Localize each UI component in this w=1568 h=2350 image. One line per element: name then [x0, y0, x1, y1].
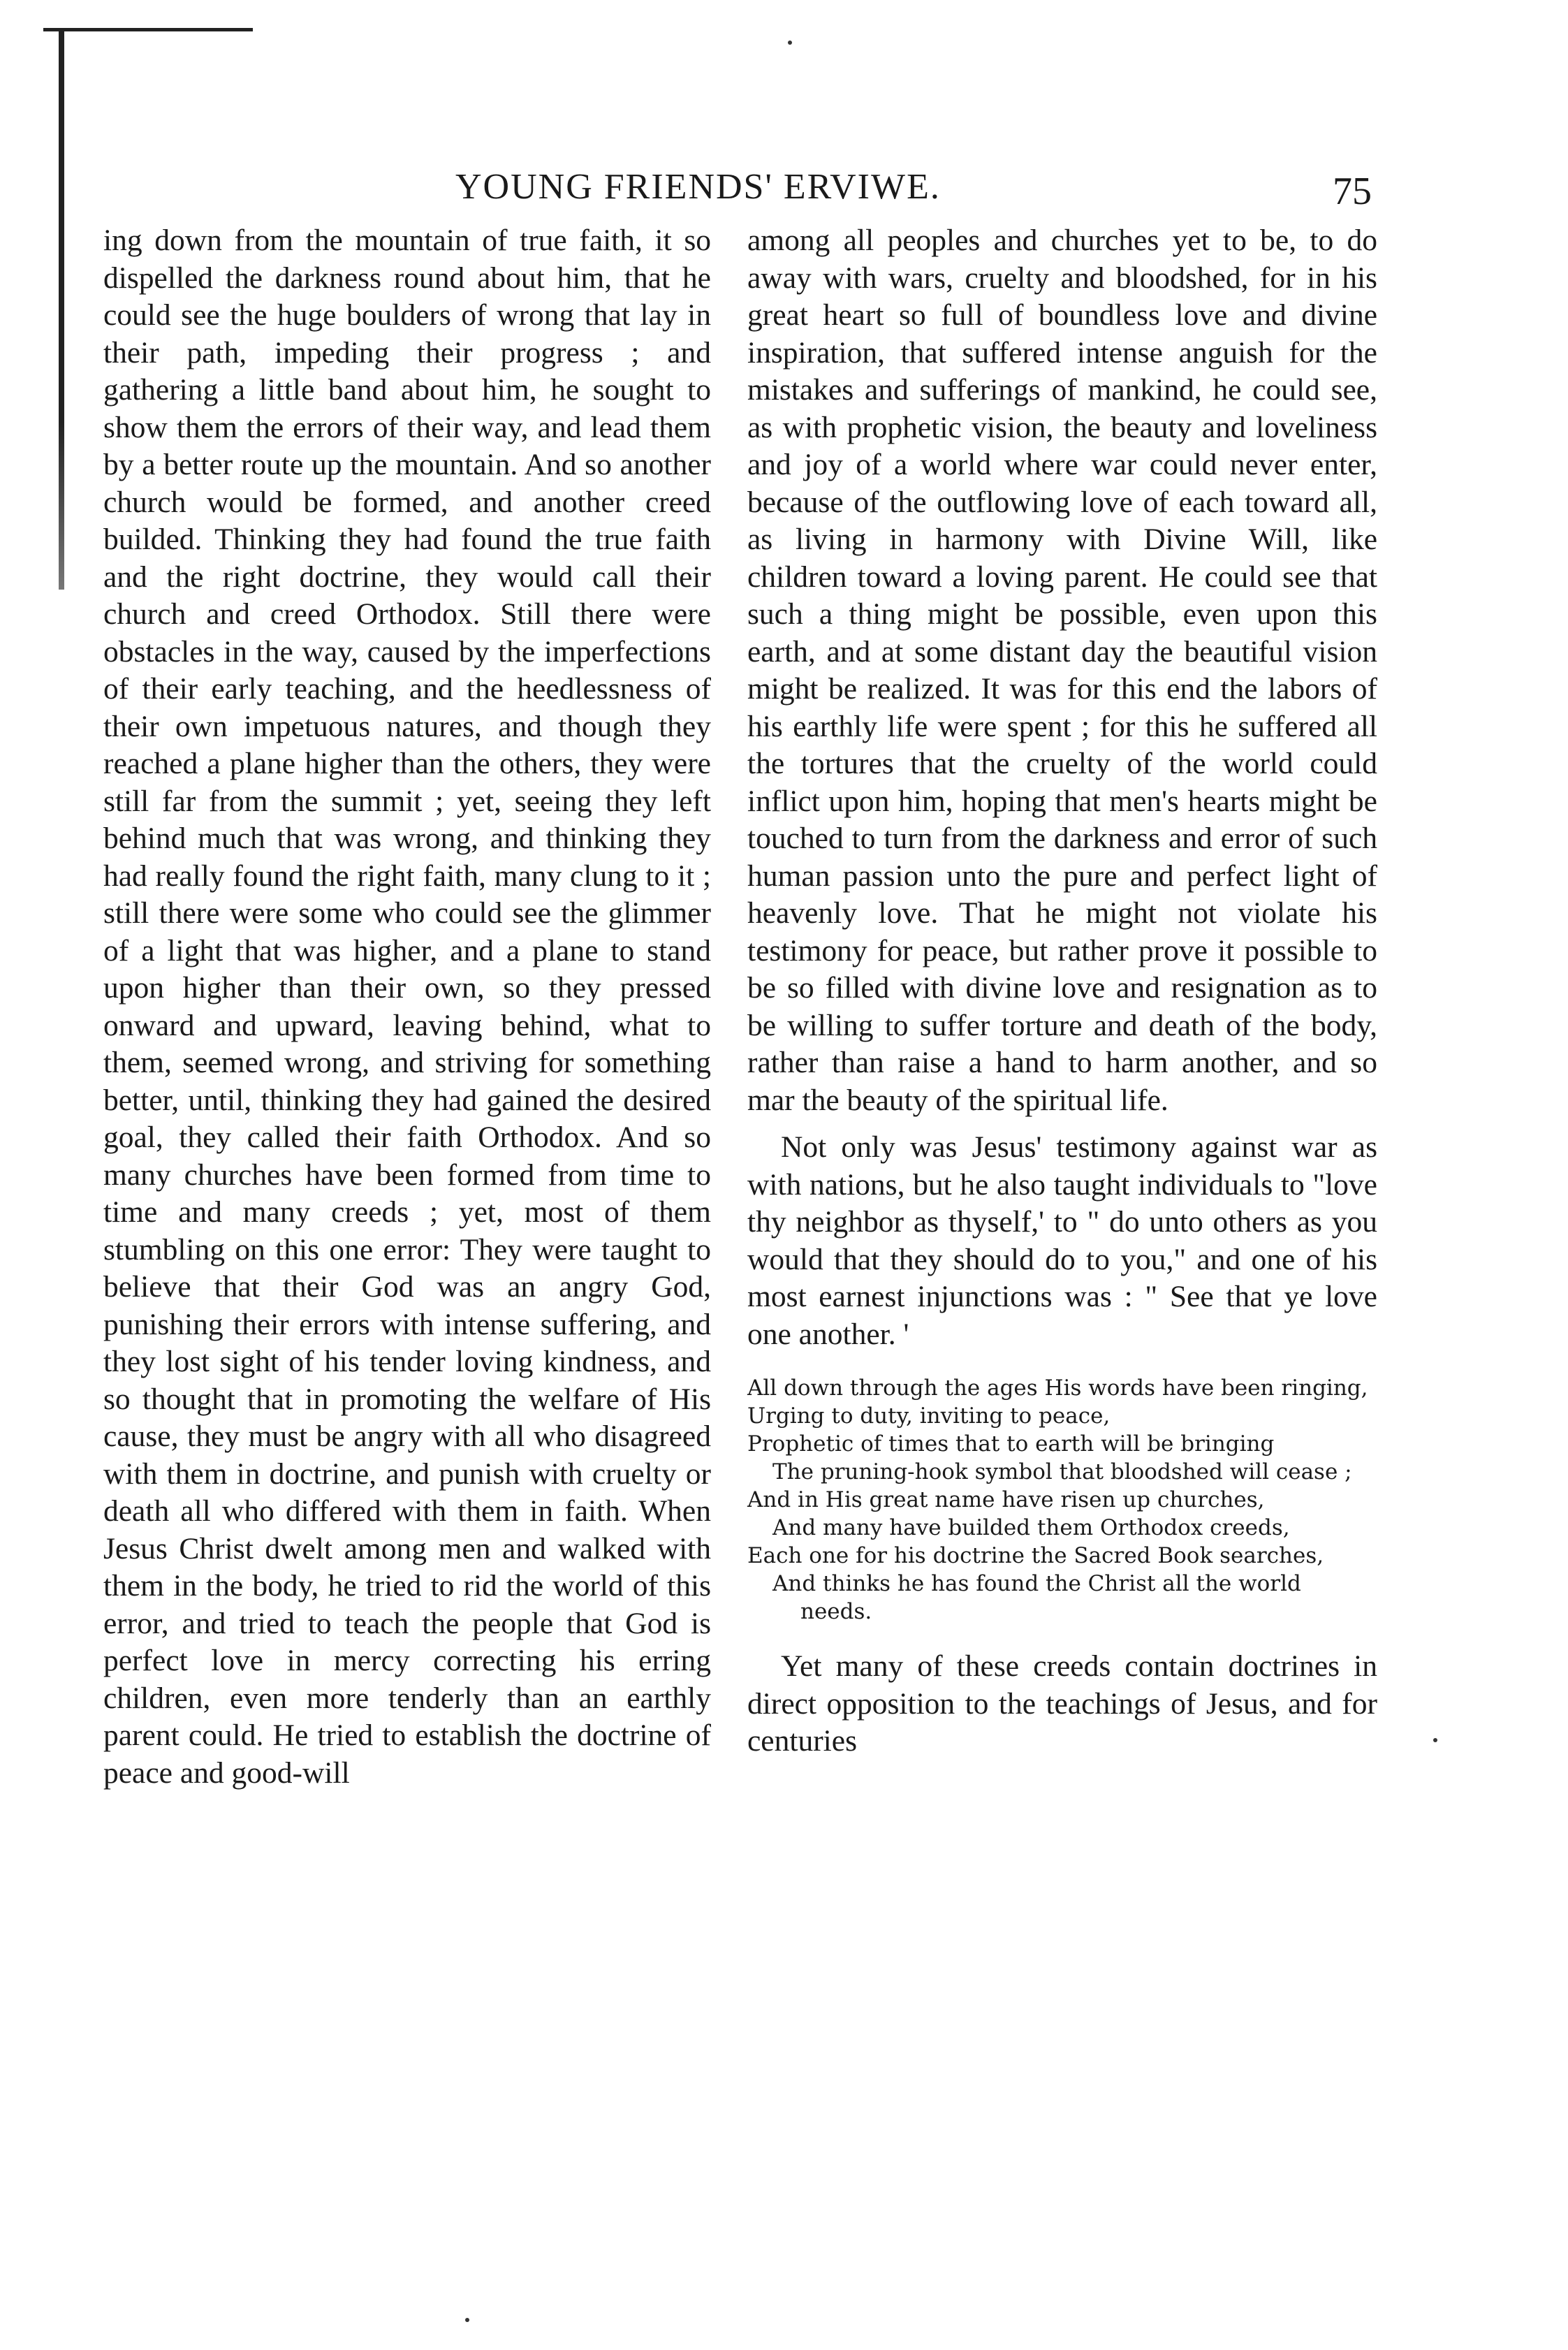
left-column: [103, 222, 711, 1792]
right-paragraph-3: Yet many of these creeds contain doctrines in direct opposition to the teachings of Jesus, and for centuries: [747, 1649, 1377, 1758]
page-number: 75: [1333, 170, 1372, 213]
poem-line: The pruning-hook symbol that bloodshed will cease ;: [772, 1459, 1352, 1484]
left-paragraph: ing down from the mountain of true faith, it so dispelled the darkness round about him, that he could see the huge boulders of wrong that lay in their path, impeding their progress ; and gathering a little band about him, he sought to show them the errors of their way, and lead them by a better route up the mountain. And so another church would be formed, and another creed builded. Thinking they had found the true faith and the right doctrine, they would call their church and creed Orthodox. Still there were obstacles in the way, caused by the imperfections of their early teaching, and the heedlessness of their own impetuous natures, and though they reached a plane higher than the others, they were still far from the summit ; yet, seeing they left behind much that was wrong, and thinking they had really found the right faith, many clung to it ; still there were some who could see the glimmer of a light that was higher, and a plane to stand upon higher than their own, so they pressed onward and upward, leaving behind, what to them, seemed wrong, and striving for something better, until, thinking they had gained the desired goal, they called their faith Orthodox. And so many churches have been formed from time to time and many creeds ; yet, most of them stumbling on this one error: They were taught to believe that their God was an angry God, punishing their errors with intense suffering, and they lost sight of his tender loving kindness, and so thought that in promoting the welfare of His cause, they must be angry with all who disagreed with them in doctrine, and punish with cruelty or death all who differed with them in faith. When Jesus Christ dwelt among men and walked with them in the body, he tried to rid the world of this error, and tried to teach the people that God is perfect love in mercy correcting his erring children, even more tenderly than an earthly parent could. He tried to establish the doctrine of peace and good-will: [103, 224, 711, 1790]
print-speck: [465, 2318, 469, 2322]
right-column: [747, 222, 1377, 1760]
poem-line: Urging to duty, inviting to peace,: [747, 1403, 1111, 1429]
print-speck: [788, 41, 792, 45]
print-speck: [1433, 1738, 1437, 1742]
poem: [747, 1374, 1377, 1626]
poem-line: And in His great name have risen up churches,: [747, 1487, 1265, 1512]
corner-rule-vertical: [59, 31, 64, 590]
poem-line: Prophetic of times that to earth will be bringing: [747, 1431, 1275, 1457]
running-title: YOUNG FRIENDS' ERVIWE.: [455, 167, 941, 207]
poem-line: All down through the ages His words have been ringing,: [747, 1375, 1368, 1401]
corner-rule-horizontal: [43, 28, 253, 31]
page-header: [0, 166, 1568, 215]
right-paragraph-2: Not only was Jesus' testimony against war as with nations, but he also taught individuals to "love thy neighbor as thyself,' to " do unto others as you would that they should do to you," and one of his most earnest injunctions was : " See that ye love one another. ': [747, 1130, 1377, 1351]
poem-line: Each one for his doctrine the Sacred Book searches,: [747, 1543, 1324, 1568]
poem-line: And many have builded them Orthodox creeds,: [772, 1515, 1290, 1540]
right-paragraph-1: among all peoples and churches yet to be, to do away with wars, cruelty and bloodshed, for in his great heart so full of boundless love and divine inspiration, that suffered intense anguish for the mistakes and sufferings of mankind, he could see, as with prophetic vision, the beauty and loveliness and joy of a world where war could never enter, because of the outflowing love of each toward all, as living in harmony with Divine Will, like children toward a loving parent. He could see that such a thing might be possible, even upon this earth, and at some distant day the beautiful vision might be realized. It was for this end the labors of his earthly life were spent ; for this he suffered all the tortures that the cruelty of the world could inflict upon him, hoping that men's hearts might be touched to turn from the darkness and error of such human passion unto the pure and perfect light of heavenly love. That he might not violate his testimony for peace, but rather prove it possible to be so filled with divine love and resignation as to be willing to suffer torture and death of the body, rather than raise a hand to harm another, and so mar the beauty of the spiritual life.: [747, 224, 1377, 1117]
poem-line: And thinks he has found the Christ all the world needs.: [772, 1571, 1301, 1624]
